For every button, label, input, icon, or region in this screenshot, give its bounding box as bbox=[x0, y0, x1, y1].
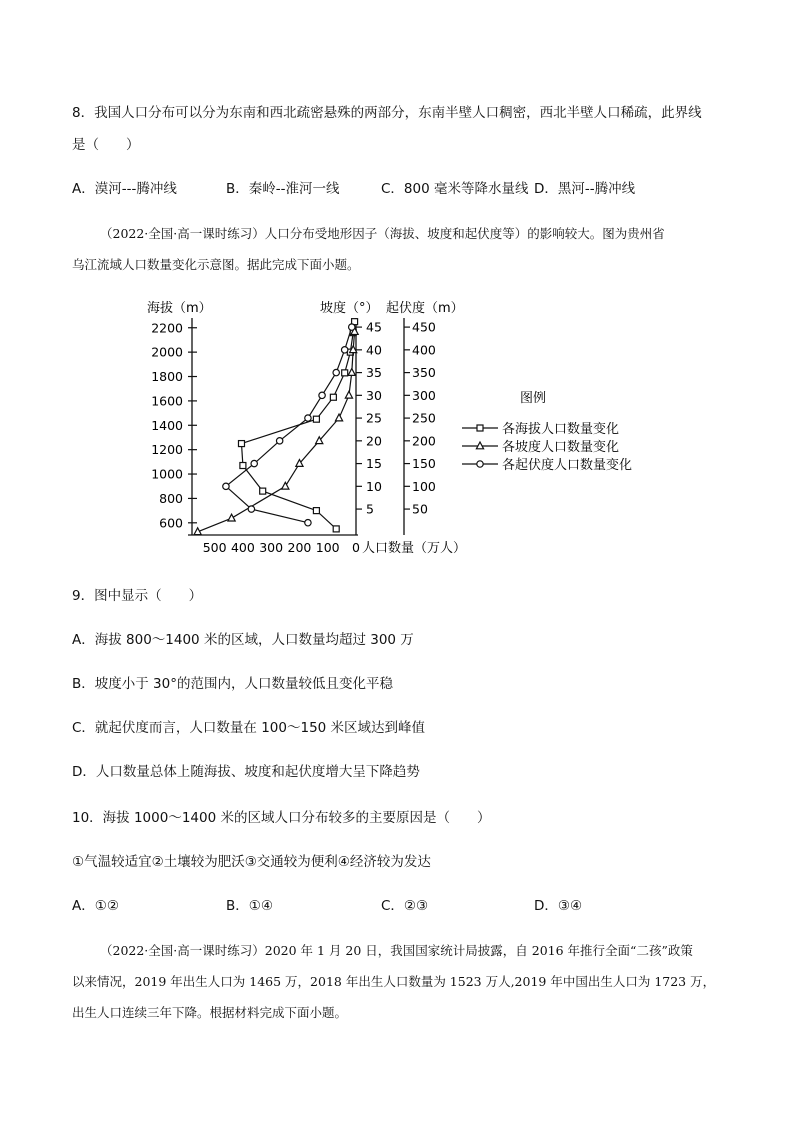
y-mid-tick-label: 15 bbox=[366, 456, 382, 472]
y-right-tick-label: 250 bbox=[412, 410, 436, 426]
q10-option-b: B．①④ bbox=[226, 898, 273, 914]
q8-stem-line1: 8．我国人口分布可以分为东南和西北疏密悬殊的两部分，东南半壁人口稠密，西北半壁人口稀疏，此界线 bbox=[72, 105, 702, 121]
point-triangle bbox=[335, 414, 342, 421]
y-right-tick-label: 50 bbox=[412, 501, 428, 517]
point-triangle bbox=[345, 391, 352, 398]
y-left-tick-label: 1000 bbox=[151, 466, 183, 482]
point-circle bbox=[341, 347, 347, 353]
y-mid-tick-label: 40 bbox=[366, 342, 382, 358]
y-mid-tick-label: 20 bbox=[366, 433, 382, 449]
x-axis-title: 人口数量（万人） bbox=[362, 541, 467, 556]
q9-option-d: D．人口数量总体上随海拔、坡度和起伏度增大呈下降趋势 bbox=[72, 764, 420, 780]
point-circle bbox=[477, 461, 483, 467]
y-mid-tick-label: 30 bbox=[366, 387, 382, 403]
q9-stem: 9．图中显示（ ） bbox=[72, 588, 203, 604]
y-mid-tick-label: 25 bbox=[366, 410, 382, 426]
x-tick-label: 500 bbox=[202, 540, 227, 555]
point-square bbox=[333, 526, 339, 532]
legend-label: 各起伏度人口数量变化 bbox=[502, 458, 633, 473]
point-circle bbox=[223, 483, 229, 489]
point-circle bbox=[305, 520, 311, 526]
q10-statements: ①气温较适宜②土壤较为肥沃③交通较为便利④经济较为发达 bbox=[72, 854, 431, 870]
point-triangle bbox=[228, 514, 235, 521]
point-square bbox=[313, 416, 319, 422]
intro1-line2: 乌江流域人口数量变化示意图。据此完成下面小题。 bbox=[72, 257, 360, 272]
x-tick-label: 100 bbox=[315, 540, 340, 555]
point-circle bbox=[305, 415, 311, 421]
point-square bbox=[313, 508, 319, 514]
y-left-tick-label: 1200 bbox=[151, 442, 183, 458]
q8-option-d: D．黑河--腾冲线 bbox=[534, 181, 636, 197]
y-axis-slope-title: 坡度（°） bbox=[320, 301, 379, 316]
point-circle bbox=[319, 392, 325, 398]
point-circle bbox=[248, 506, 254, 512]
q8-option-c: C．800 毫米等降水量线 bbox=[381, 181, 529, 197]
y-axis-relief-title: 起伏度（m） bbox=[386, 301, 464, 316]
y-axis-elevation-title: 海拔（m） bbox=[147, 301, 212, 316]
intro1-line1: （2022·全国·高一课时练习）人口分布受地形因子（海拔、坡度和起伏度等）的影响较大。图为贵州省 bbox=[100, 226, 665, 241]
x-tick-label: 400 bbox=[230, 540, 255, 555]
y-right-tick-label: 100 bbox=[412, 478, 436, 494]
y-left-tick-label: 800 bbox=[159, 490, 183, 506]
point-square bbox=[240, 463, 246, 469]
y-left-tick-label: 1600 bbox=[151, 393, 183, 409]
point-triangle bbox=[348, 369, 355, 376]
q10-option-c: C．②③ bbox=[381, 898, 429, 914]
y-mid-tick-label: 5 bbox=[366, 501, 374, 517]
intro2-line1: （2022·全国·高一课时练习）2020 年 1 月 20 日，我国国家统计局披露，自 2016 年推行全面“二孩”政策 bbox=[100, 943, 693, 958]
q9-option-c: C．就起伏度而言，人口数量在 100～150 米区域达到峰值 bbox=[72, 720, 426, 736]
point-square bbox=[342, 370, 348, 376]
q8-option-a: A．漠河---腾冲线 bbox=[72, 181, 177, 197]
point-square bbox=[477, 425, 483, 431]
q8-option-b: B．秦岭--淮河一线 bbox=[226, 181, 340, 197]
x-tick-label: 300 bbox=[259, 540, 284, 555]
y-mid-tick-label: 35 bbox=[366, 365, 382, 381]
point-circle bbox=[349, 324, 355, 330]
y-left-tick-label: 2200 bbox=[151, 320, 183, 336]
point-square bbox=[238, 441, 244, 447]
legend-title: 图例 bbox=[520, 391, 547, 406]
legend-label: 各坡度人口数量变化 bbox=[502, 440, 620, 455]
q8-stem-line2: 是（ ） bbox=[72, 137, 140, 153]
point-circle bbox=[251, 460, 257, 466]
y-mid-tick-label: 45 bbox=[366, 319, 382, 335]
q10-stem: 10．海拔 1000～1400 米的区域人口分布较多的主要原因是（ ） bbox=[72, 810, 491, 826]
q9-option-a: A．海拔 800～1400 米的区域，人口数量均超过 300 万 bbox=[72, 632, 414, 648]
y-mid-tick-label: 10 bbox=[366, 478, 382, 494]
point-square bbox=[330, 394, 336, 400]
y-left-tick-label: 2000 bbox=[151, 344, 183, 360]
x-tick-label: 200 bbox=[287, 540, 312, 555]
point-circle bbox=[333, 369, 339, 375]
y-right-tick-label: 300 bbox=[412, 387, 436, 403]
y-right-tick-label: 400 bbox=[412, 342, 436, 358]
y-right-tick-label: 450 bbox=[412, 319, 436, 335]
y-right-tick-label: 200 bbox=[412, 433, 436, 449]
y-left-tick-label: 600 bbox=[159, 515, 183, 531]
y-right-tick-label: 150 bbox=[412, 456, 436, 472]
x-tick-label: 0 bbox=[352, 540, 360, 555]
q10-option-a: A．①② bbox=[72, 898, 119, 914]
legend-label: 各海拔人口数量变化 bbox=[502, 422, 620, 437]
q10-option-d: D．③④ bbox=[534, 898, 583, 914]
q9-option-b: B．坡度小于 30°的范围内，人口数量较低且变化平稳 bbox=[72, 676, 393, 692]
y-left-tick-label: 1800 bbox=[151, 369, 183, 385]
intro2-line3: 出生人口连续三年下降。根据材料完成下面小题。 bbox=[72, 1005, 348, 1020]
y-left-tick-label: 1400 bbox=[151, 417, 183, 433]
y-right-tick-label: 350 bbox=[412, 365, 436, 381]
point-circle bbox=[276, 438, 282, 444]
point-square bbox=[260, 488, 266, 494]
intro2-line2: 以来情况，2019 年出生人口为 1465 万，2018 年出生人口数量为 1523 万人,2019 年中国出生人口为 1723 万， bbox=[72, 974, 716, 989]
